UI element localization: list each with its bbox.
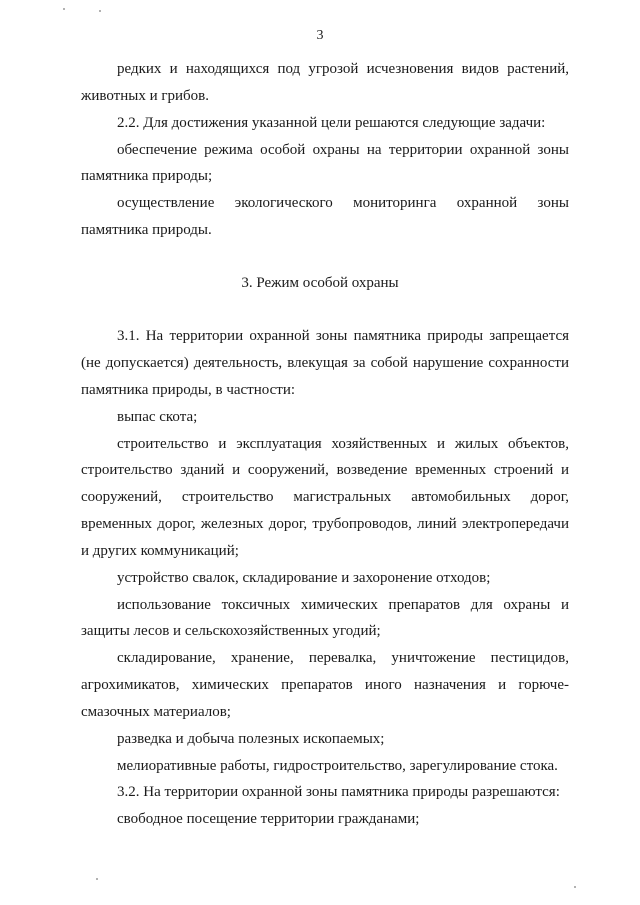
text-line: (не допускается) деятельность, влекущая за собой нарушение сохранности xyxy=(81,355,569,371)
text-line: строительство и эксплуатация хозяйственных и жилых объектов, xyxy=(117,436,569,452)
text-line: памятника природы; xyxy=(81,168,213,184)
text-line: 3.1. На территории охранной зоны памятника природы запрещается xyxy=(117,328,569,344)
scan-speck xyxy=(574,886,576,888)
text-line: свободное посещение территории гражданами; xyxy=(117,811,420,827)
page-number: 3 xyxy=(316,28,324,43)
text-line: мелиоративные работы, гидростроительство, зарегулирование стока. xyxy=(117,758,558,774)
text-line: разведка и добыча полезных ископаемых; xyxy=(117,731,385,747)
scan-speck xyxy=(99,10,101,12)
text-line: и других коммуникаций; xyxy=(81,543,239,559)
text-line: устройство свалок, складирование и захоронение отходов; xyxy=(117,570,491,586)
scan-speck xyxy=(63,8,65,10)
text-line: строительство зданий и сооружений, возведение временных строений и xyxy=(81,462,569,478)
text-line: смазочных материалов; xyxy=(81,704,231,720)
text-line: складирование, хранение, перевалка, уничтожение пестицидов, xyxy=(117,650,569,666)
text-line: памятника природы. xyxy=(81,222,212,238)
text-line: 3.2. На территории охранной зоны памятника природы разрешаются: xyxy=(117,784,560,800)
text-line: сооружений, строительство магистральных автомобильных дорог, xyxy=(81,489,569,505)
text-line: защиты лесов и сельскохозяйственных угодий; xyxy=(81,623,381,639)
text-line: памятника природы, в частности: xyxy=(81,382,296,398)
text-line: редких и находящихся под угрозой исчезновения видов растений, xyxy=(117,61,569,77)
text-line: использование токсичных химических препаратов для охраны и xyxy=(117,597,569,613)
text-line: осуществление экологического мониторинга охранной зоны xyxy=(117,195,569,211)
text-line: обеспечение режима особой охраны на территории охранной зоны xyxy=(117,142,569,158)
text-line: 2.2. Для достижения указанной цели решаются следующие задачи: xyxy=(117,115,546,131)
text-line: выпас скота; xyxy=(117,409,198,425)
section-heading: 3. Режим особой охраны xyxy=(241,275,399,291)
text-line: временных дорог, железных дорог, трубопроводов, линий электропередачи xyxy=(81,516,569,532)
scan-speck xyxy=(96,878,98,880)
text-line: агрохимикатов, химических препаратов иного назначения и горюче- xyxy=(81,677,569,693)
text-line: животных и грибов. xyxy=(81,88,210,104)
